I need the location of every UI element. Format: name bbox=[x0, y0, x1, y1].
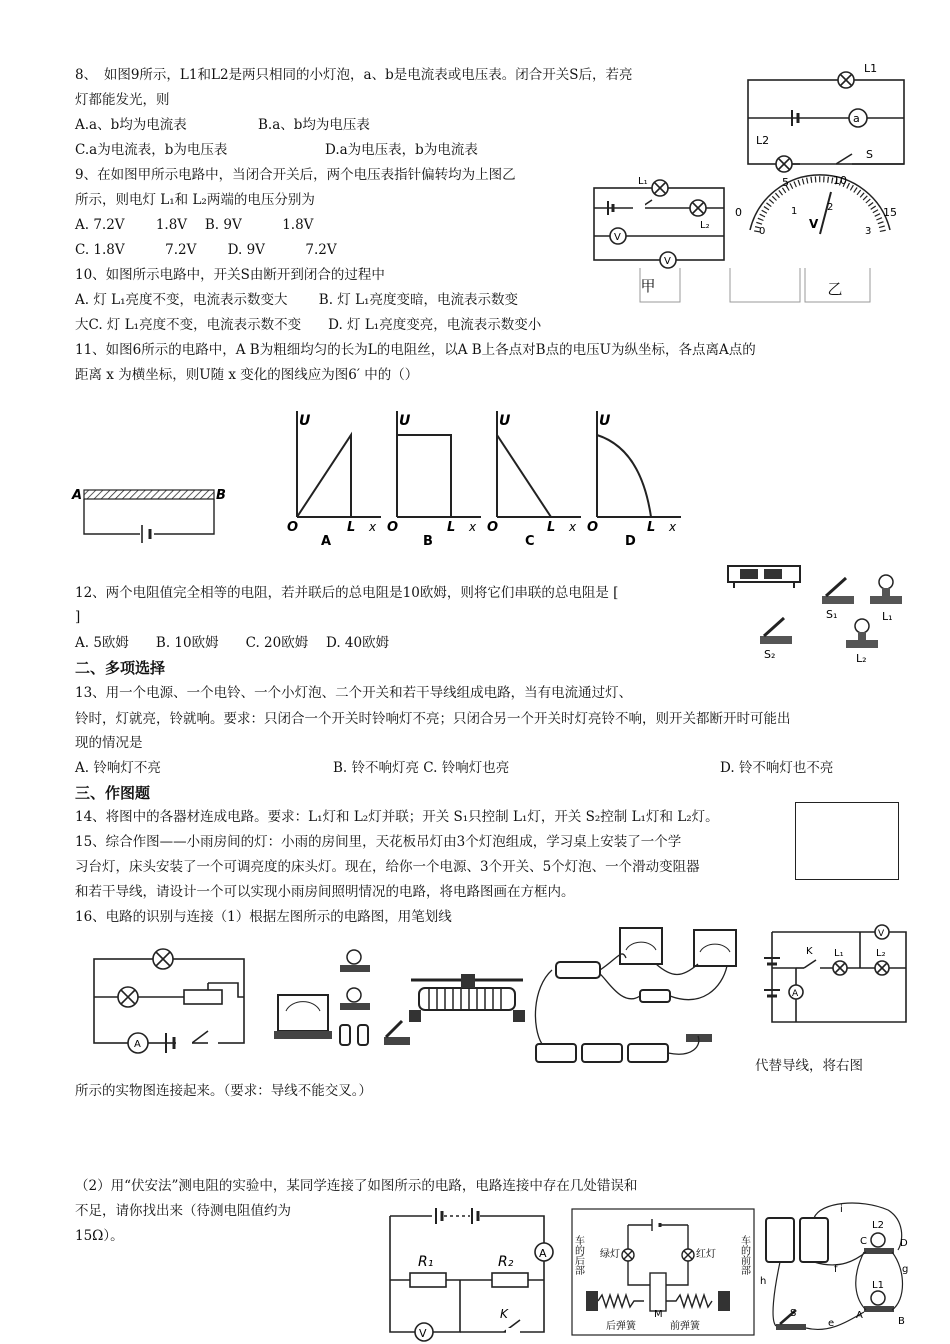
q16-rheostat bbox=[405, 972, 530, 1024]
q9-dial-tick-0: 0 bbox=[735, 206, 742, 219]
q10-line3: 大C. 灯 L₁亮度不变，电流表示数不变 D. 灯 L₁亮度变亮，电流表示数变小 bbox=[75, 317, 542, 333]
q16-right-l2: L₂ bbox=[876, 948, 886, 959]
q16-right-l1: L₁ bbox=[834, 948, 844, 959]
q16b-rear-spring: 后弹簧 bbox=[606, 1321, 636, 1332]
q16b-m-label: M bbox=[654, 1309, 663, 1320]
q13-line1: 13、用一个电源、一个电铃、一个小灯泡、二个开关和若干导线组成电路，当有电流通过灯、 bbox=[75, 685, 633, 701]
q16b-phys-s: S bbox=[790, 1308, 797, 1319]
q16-line1-cont: 代替导线，将右图 bbox=[755, 1058, 863, 1074]
q15-line1: 15、综合作图——小雨房间的灯：小雨的房间里，天花板吊灯由3个灯泡组成，学习桌上安装了一个学 bbox=[75, 834, 682, 850]
q16b-line1: （2）用“伏安法”测电阻的实验中，某同学连接了如图所示的电路，电路连接中存在几处错误和 bbox=[75, 1178, 638, 1194]
q16b-red-light: 红灯 bbox=[696, 1249, 716, 1260]
q10-line2: A. 灯 L₁亮度不变，电流表示数变大 B. 灯 L₁亮度变暗，电流表示数变 bbox=[75, 292, 518, 308]
q16-right-v: V bbox=[878, 929, 885, 939]
q14-fig-l2: L₂ bbox=[856, 652, 867, 665]
q11-graph-a-o: O bbox=[287, 520, 299, 535]
q15-line3: 和若干导线，请设计一个可以实现小雨房间照明情况的电路，将电路图画在方框内。 bbox=[75, 884, 575, 900]
q9-label-yi: 乙 bbox=[827, 280, 843, 298]
q8-fig-l2-label: L2 bbox=[756, 134, 770, 147]
q16-wired-setup bbox=[522, 918, 747, 1078]
q13-option-bc: B. 铃不响灯亮 C. 铃响灯也亮 bbox=[333, 760, 510, 776]
q8-option-a: A.a、b均为电流表 bbox=[75, 117, 187, 133]
q11-graph-d-name: D bbox=[625, 534, 636, 549]
q8-option-b: B.a、b均为电压表 bbox=[258, 117, 370, 133]
q16b-r1-label: R₁ bbox=[418, 1254, 434, 1270]
q16b-line3: 15Ω）。 bbox=[75, 1228, 124, 1244]
section-2-heading: 二、多项选择 bbox=[75, 659, 166, 677]
q16b-phys-c: C bbox=[860, 1236, 867, 1247]
q11-graph-c-name: C bbox=[525, 534, 535, 549]
q9-dial-tick-15: 15 bbox=[883, 206, 897, 219]
q15-line2: 习台灯，床头安装了一个可调亮度的床头灯。现在，给你一个电源、3个开关、5个灯泡、一个滑动变阻器 bbox=[75, 859, 700, 875]
q8-fig-l1-label: L1 bbox=[864, 62, 878, 75]
q14-fig-l1: L₁ bbox=[882, 610, 893, 623]
q9-jia-v1-label: V bbox=[614, 232, 621, 243]
q14-fig-s1: S₁ bbox=[826, 608, 838, 621]
q8-option-d: D.a为电压表，b为电流表 bbox=[325, 142, 478, 158]
q8-line1: 8、 如图9所示，L1和L2是两只相同的小灯泡，a、b是电流表或电压表。闭合开关S后，若亮 bbox=[75, 67, 633, 83]
q16b-phys-i: i bbox=[840, 1204, 843, 1215]
q11-graph-a-name: A bbox=[321, 534, 332, 549]
q16b-phys-d: D bbox=[900, 1238, 908, 1249]
q9-jia-v2-label: V bbox=[664, 256, 671, 267]
q11-graph-c-o: O bbox=[487, 520, 499, 535]
q16-real-components-1 bbox=[270, 945, 410, 1060]
q11-line1: 11、如图6所示的电路中，A B为粗细均匀的长为L的电阻丝，以A B上各点对B点的电压U为纵坐标，各点离A点的 bbox=[75, 342, 756, 358]
q16-right-k: K bbox=[806, 946, 813, 957]
q11-graph-d-o: O bbox=[587, 520, 599, 535]
q16b-front-spring: 前弹簧 bbox=[670, 1321, 700, 1332]
q11-graph-a bbox=[285, 405, 385, 549]
q13-line2: 铃时，灯就亮，铃就响。要求：只闭合一个开关时铃响灯不亮；只闭合另一个开关时灯亮铃不响，则开关都断开时可能出 bbox=[75, 711, 791, 727]
q11-graph-a-x: x bbox=[369, 520, 377, 534]
q16-left-circuit-diagram bbox=[88, 945, 253, 1057]
q16b-phys-l2: L2 bbox=[872, 1220, 884, 1231]
q9-line2: 所示，则电灯 L₁和 L₂两端的电压分别为 bbox=[75, 192, 315, 208]
q11-graph-c-l: L bbox=[547, 520, 556, 535]
q11-wire-end-a: A bbox=[72, 488, 83, 503]
q16b-green-light: 绿灯 bbox=[600, 1249, 620, 1260]
q11-graph-a-u: U bbox=[299, 413, 311, 429]
q16b-phys-h: h bbox=[760, 1276, 767, 1287]
q14-fig-s2: S₂ bbox=[764, 648, 776, 661]
q16b-physical-circuit bbox=[760, 1200, 910, 1340]
q9-dial-tick-5: 5 bbox=[782, 176, 789, 189]
q9-jia-l2-label: L₂ bbox=[700, 220, 710, 231]
q9-dial-tick-2: 2 bbox=[827, 202, 834, 213]
q11-graph-c bbox=[485, 405, 585, 549]
q9-dial-tick-bottom-0: 0 bbox=[759, 226, 766, 237]
q8-fig-switch-label: S bbox=[866, 148, 873, 161]
q11-graph-d bbox=[585, 405, 685, 549]
q9-label-jia: 甲 bbox=[640, 277, 656, 295]
q9-line1: 9、在如图甲所示电路中，当闭合开关后，两个电压表指针偏转均为上图乙 bbox=[75, 167, 516, 183]
q12-line2: ] bbox=[75, 609, 81, 625]
q16b-phys-l1: L1 bbox=[872, 1280, 884, 1291]
q16b-phys-a: A bbox=[856, 1310, 863, 1321]
q11-resistance-wire bbox=[70, 480, 240, 550]
q16b-r2-label: R₂ bbox=[498, 1254, 514, 1270]
q8-line2: 灯都能发光，则 bbox=[75, 92, 170, 108]
q16b-car-front: 车的前部 bbox=[738, 1235, 750, 1275]
q16-line1: 16、电路的识别与连接（1）根据左图所示的电路图，用笔划线 bbox=[75, 909, 452, 925]
q9-options-ab: A. 7.2V 1.8V B. 9V 1.8V bbox=[75, 217, 314, 233]
q16-left-ammeter-label: A bbox=[134, 1039, 141, 1050]
q16b-phys-g: g bbox=[902, 1264, 909, 1275]
q16b-phys-f: f bbox=[834, 1264, 838, 1275]
q11-graph-b bbox=[385, 405, 485, 549]
q11-graph-b-u: U bbox=[399, 413, 411, 429]
q14-text: 14、将图中的各器材连成电路。要求：L₁灯和 L₂灯并联；开关 S₁只控制 L₁灯，开关 S₂控制 L₁灯和 L₂灯。 bbox=[75, 809, 719, 825]
q11-graph-c-x: x bbox=[569, 520, 577, 534]
q9-circuit-jia bbox=[588, 170, 733, 270]
q11-graph-b-name: B bbox=[423, 534, 433, 549]
q8-circuit-figure bbox=[740, 58, 910, 170]
q16b-resistor-circuit bbox=[380, 1200, 560, 1340]
q11-graph-a-l: L bbox=[347, 520, 356, 535]
q16b-phys-e: e bbox=[828, 1318, 835, 1329]
q16-line2: 所示的实物图连接起来。（要求：导线不能交叉。） bbox=[75, 1083, 372, 1099]
section-3-heading: 三、作图题 bbox=[75, 784, 151, 802]
q9-dial-tick-3: 3 bbox=[865, 226, 872, 237]
q8-option-c: C.a为电流表，b为电压表 bbox=[75, 142, 228, 158]
q11-graph-c-u: U bbox=[499, 413, 511, 429]
q10-line1: 10、如图所示电路中，开关S由断开到闭合的过程中 bbox=[75, 267, 385, 283]
q16b-voltmeter-label: V bbox=[419, 1327, 427, 1340]
q9-jia-l1-label: L₁ bbox=[638, 176, 648, 187]
q9-dial-tick-10: 10 bbox=[833, 174, 847, 187]
q8-fig-ammeter-label: a bbox=[853, 112, 860, 125]
q12-line1: 12、两个电阻值完全相等的电阻，若并联后的总电阻是10欧姆，则将它们串联的总电阻是 [ bbox=[75, 585, 619, 601]
q9-label-brackets bbox=[590, 268, 890, 304]
q16b-car-circuit bbox=[568, 1205, 758, 1340]
q16b-ammeter-label: A bbox=[539, 1247, 547, 1260]
q11-graph-b-x: x bbox=[469, 520, 477, 534]
q11-graph-b-l: L bbox=[447, 520, 456, 535]
q16b-car-rear: 车的后部 bbox=[572, 1235, 584, 1275]
q9-voltmeter-dial bbox=[735, 172, 905, 242]
q12-options: A. 5欧姆 B. 10欧姆 C. 20欧姆 D. 40欧姆 bbox=[75, 635, 390, 651]
q16b-switch-label: K bbox=[500, 1307, 508, 1321]
q11-graph-d-l: L bbox=[647, 520, 656, 535]
q9-dial-tick-1: 1 bbox=[791, 206, 798, 217]
q13-option-a: A. 铃响灯不亮 bbox=[75, 760, 161, 776]
q11-wire-end-b: B bbox=[216, 488, 226, 503]
q9-options-cd: C. 1.8V 7.2V D. 9V 7.2V bbox=[75, 242, 337, 258]
q13-line3: 现的情况是 bbox=[75, 735, 143, 751]
q16b-line2: 不足，请你找出来（待测电阻值约为 bbox=[75, 1203, 291, 1219]
q16-right-a: A bbox=[792, 989, 799, 999]
q11-graph-d-x: x bbox=[669, 520, 677, 534]
q15-answer-box bbox=[795, 802, 899, 880]
q11-line2: 距离 x 为横坐标，则U随 x 变化的图线应为图6′ 中的（） bbox=[75, 367, 419, 383]
q16-right-circuit-diagram bbox=[760, 918, 910, 1030]
q14-components-figure bbox=[722, 558, 902, 693]
q11-graph-d-u: U bbox=[599, 413, 611, 429]
q16b-phys-b: B bbox=[898, 1316, 905, 1327]
q9-dial-v: V bbox=[809, 217, 819, 231]
q13-option-d: D. 铃不响灯也不亮 bbox=[720, 760, 834, 776]
q11-graph-b-o: O bbox=[387, 520, 399, 535]
